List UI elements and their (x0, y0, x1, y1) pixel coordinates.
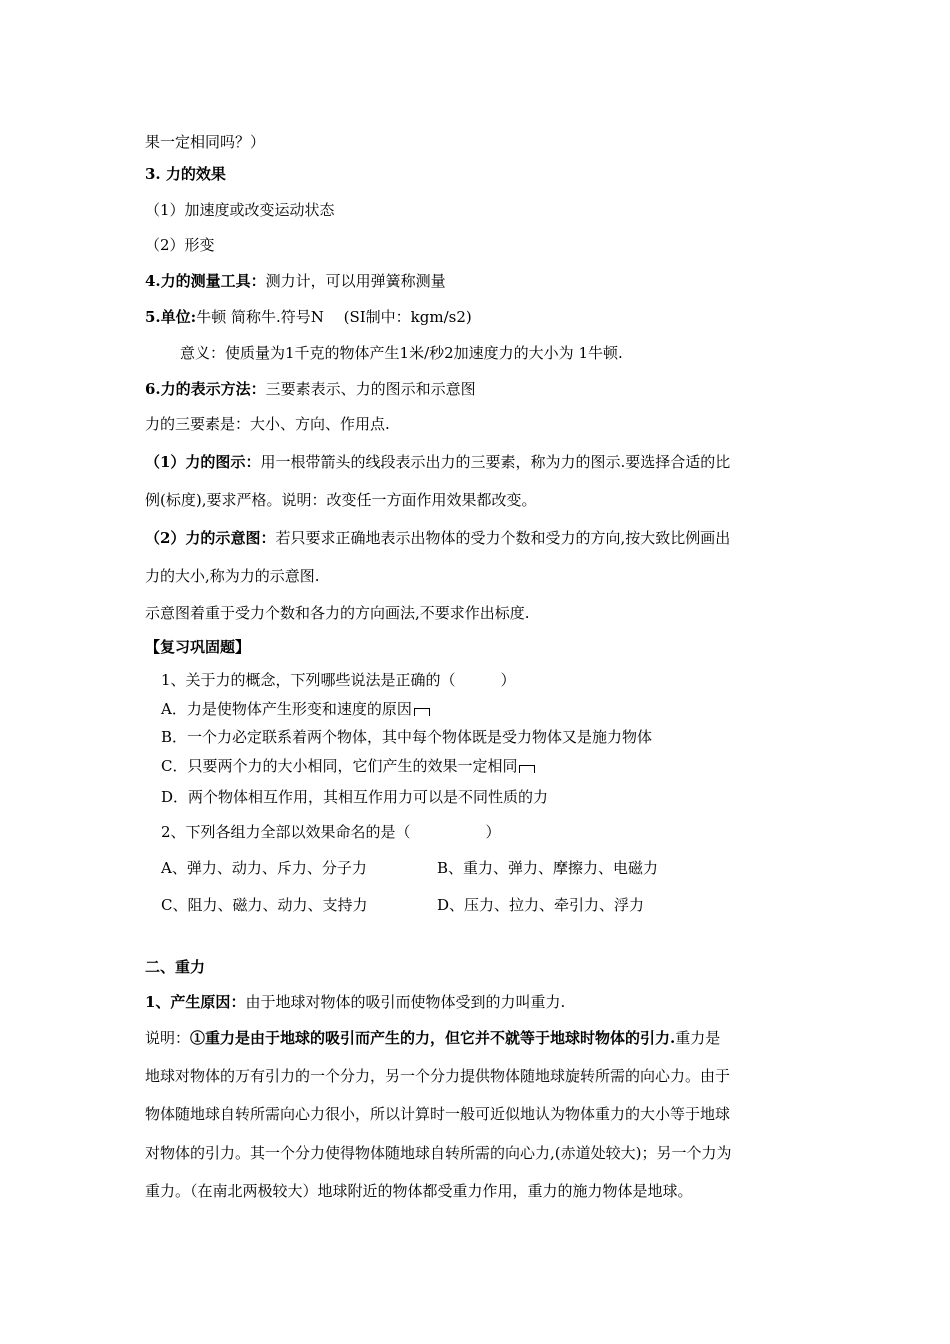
option-line (161, 787, 548, 807)
text: 重力是 (675, 1029, 721, 1047)
question-1 (161, 670, 516, 690)
bold-label: （1）力的图示： (145, 453, 261, 471)
text-line (145, 132, 265, 152)
text: 【复习巩固题】 (145, 638, 251, 656)
bold-label: 1、产生原因： (145, 993, 246, 1011)
text: 2、下列各组力全部以效果命名的是（ ） (161, 823, 501, 841)
text-line (145, 379, 476, 399)
section-heading (145, 637, 250, 657)
text: C、阻力、磁力、动力、支持力 (161, 896, 368, 914)
revision-mark (414, 708, 430, 716)
text: 对物体的引力。其一个分力使得物体随地球自转所需的向心力,(赤道处较大)；另一个力为 (145, 1144, 732, 1162)
text-line (145, 1143, 731, 1163)
text: A．力是使物体产生形变和速度的原因 (161, 700, 412, 718)
text: 由于地球对物体的吸引而使物体受到的力叫重力. (245, 993, 566, 1011)
text-line (145, 271, 446, 291)
text: 测力计，可以用弹簧称测量 (265, 272, 446, 290)
text-line (145, 452, 730, 472)
text: D、压力、拉力、牵引力、浮力 (437, 896, 645, 914)
text: 重力。（在南北两极较大）地球附近的物体都受重力作用，重力的施力物体是地球。 (145, 1182, 693, 1200)
section-heading (145, 164, 226, 184)
option-line (161, 858, 367, 878)
bold-text: ①重力是由于地球的吸引而产生的力，但它并不就等于地球时物体的引力. (190, 1029, 676, 1047)
text-line (145, 235, 215, 255)
text: 若只要求正确地表示出物体的受力个数和受力的方向,按大致比例画出 (275, 529, 731, 547)
text-line (145, 1028, 720, 1048)
text: C．只要两个力的大小相同，它们产生的效果一定相同 (161, 757, 518, 775)
text: （2）形变 (145, 236, 215, 254)
text: 二、重力 (145, 958, 206, 976)
text-line (145, 1104, 730, 1124)
text: A、弹力、动力、斥力、分子力 (161, 859, 367, 877)
option-line (161, 727, 652, 747)
option-line (437, 895, 644, 915)
text-line (145, 490, 536, 510)
text-line (145, 1181, 693, 1201)
text: 力的大小,称为力的示意图. (145, 567, 320, 585)
bold-label: 6.力的表示方法： (145, 380, 266, 398)
option-line (161, 895, 367, 915)
text: 地球对物体的万有引力的一个分力，另一个分力提供物体随地球旋转所需的向心力。由于 (145, 1067, 731, 1085)
text-line (145, 1066, 730, 1086)
bold-label: （2）力的示意图： (145, 529, 276, 547)
text: 3. 力的效果 (145, 165, 226, 183)
option-line (161, 699, 430, 719)
text: 果一定相同吗？） (145, 133, 266, 151)
text-line (145, 528, 730, 548)
question-2 (161, 822, 501, 842)
text: 三要素表示、力的图示和示意图 (265, 380, 476, 398)
text: 用一根带箭头的线段表示出力的三要素，称为力的图示.要选择合适的比 (260, 453, 731, 471)
option-line (437, 858, 658, 878)
text: D．两个物体相互作用，其相互作用力可以是不同性质的力 (161, 788, 549, 806)
text-line (145, 603, 530, 623)
text-line (145, 414, 390, 434)
bold-label: 5.单位: (145, 308, 197, 326)
text-line (180, 343, 623, 363)
text-line (145, 992, 565, 1012)
bold-label: 4.力的测量工具： (145, 272, 266, 290)
text: 说明： (145, 1029, 191, 1047)
text: B、重力、弹力、摩擦力、电磁力 (437, 859, 659, 877)
text: 意义：使质量为1千克的物体产生1米/秒2加速度力的大小为 1牛顿. (180, 344, 623, 362)
revision-mark (519, 765, 535, 773)
text-line (145, 200, 335, 220)
text-line (145, 566, 320, 586)
text: 例(标度),要求严格。说明：改变任一方面作用效果都改变。 (145, 491, 537, 509)
text: 1、关于力的概念，下列哪些说法是正确的（ ） (161, 671, 516, 689)
text: B．一个力必定联系着两个物体，其中每个物体既是受力物体又是施力物体 (161, 728, 653, 746)
text-line (145, 307, 472, 327)
text: （1）加速度或改变运动状态 (145, 201, 335, 219)
text: 物体随地球自转所需向心力很小，所以计算时一般可近似地认为物体重力的大小等于地球 (145, 1105, 731, 1123)
section-heading (145, 957, 205, 977)
text: 示意图着重于受力个数和各力的方向画法,不要求作出标度. (145, 604, 530, 622)
option-line (161, 756, 535, 776)
text: 牛顿 简称牛.符号N (SI制中：kgm/s2) (196, 308, 472, 326)
text: 力的三要素是：大小、方向、作用点. (145, 415, 390, 433)
